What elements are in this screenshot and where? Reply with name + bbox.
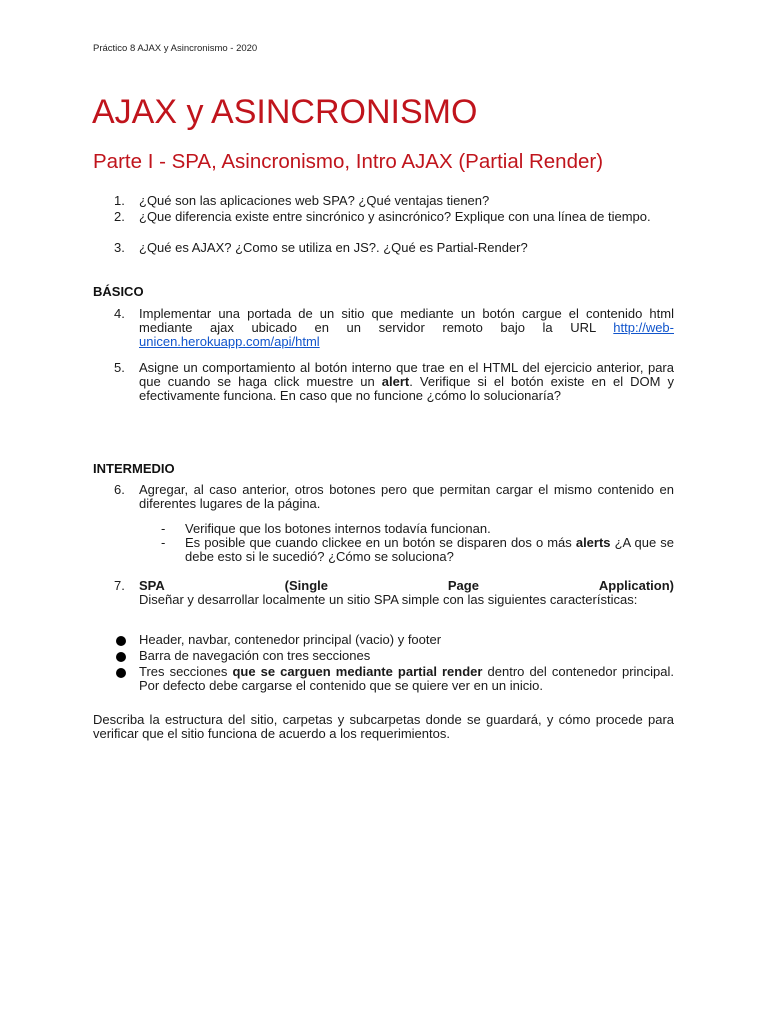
question-text: ¿Qué son las aplicaciones web SPA? ¿Qué ventajas tienen? (139, 193, 490, 208)
page-header-note: Práctico 8 AJAX y Asincronismo - 2020 (93, 43, 258, 54)
exercise-5-text-a: Asigne un comportamiento al botón interno que trae en el HTML del ejercicio anterior, para que cuando se haga click muestre un (139, 360, 674, 389)
subitem-text-b: ¿A que se debe esto si le sucedió? ¿Cómo se soluciona? (185, 535, 674, 564)
section-subtitle: Parte I - SPA, Asincronismo, Intro AJAX (Partial Render) (93, 150, 604, 173)
basic-heading: BÁSICO (93, 284, 144, 299)
subitem-text-a: Es posible que cuando clickee en un botón se disparen dos o más (185, 535, 576, 550)
dash-marker: - (161, 535, 166, 550)
exercise-text (139, 361, 674, 403)
exercise-text: Agregar, al caso anterior, otros botones pero que permitan cargar el mismo contenido en diferentes lugares de la página. (139, 482, 674, 511)
exercise-number: 4. (114, 306, 125, 321)
api-url-link[interactable]: http://web-unicen.herokuapp.com/api/html (139, 320, 674, 349)
exercise-text (139, 307, 674, 349)
bullet-text-a: Barra de navegación con tres secciones (139, 648, 371, 663)
spa-word: Page (447, 578, 479, 593)
subitem-text (185, 536, 674, 564)
bullet-dot-icon (116, 668, 126, 678)
exercise-number: 7. (114, 578, 125, 593)
exercise-number: 6. (114, 482, 125, 497)
closing-paragraph: Describa la estructura del sitio, carpetas y subcarpetas donde se guardará, y cómo procede para verificar que el sitio funciona de acuerdo a los requerimientos. (93, 712, 674, 741)
partial-render-keyword: que se carguen mediante partial render (232, 664, 483, 679)
bullet-text (139, 649, 674, 663)
intermediate-heading: INTERMEDIO (93, 461, 175, 476)
exercise-7-description: Diseñar y desarrollar localmente un sitio SPA simple con las siguientes características: (139, 592, 638, 607)
subitem-text (185, 522, 674, 536)
exercise-text (139, 579, 674, 607)
bullet-text (139, 665, 674, 693)
exercise-4-text: Implementar una portada de un sitio que mediante un botón cargue el contenido html mediante ajax ubicado en un servidor remoto bajo la URL (139, 306, 674, 335)
spa-heading (139, 579, 674, 593)
bullet-text-b: dentro del contenedor principal. Por defecto debe cargarse el contenido que se quiere ver en un inicio. (139, 664, 674, 693)
question-number: 3. (114, 240, 125, 255)
question-number: 2. (114, 209, 125, 224)
spa-word: (Single (284, 578, 328, 593)
bullet-dot-icon (116, 652, 126, 662)
alert-keyword: alert (381, 374, 410, 389)
question-text: ¿Que diferencia existe entre sincrónico y asincrónico? Explique con una línea de tiempo. (139, 209, 651, 224)
bullet-dot-icon (116, 636, 126, 646)
bullet-text-a: Header, navbar, contenedor principal (vacio) y footer (139, 632, 442, 647)
question-number: 1. (114, 193, 125, 208)
question-text: ¿Qué es AJAX? ¿Como se utiliza en JS?. ¿Qué es Partial-Render? (139, 240, 528, 255)
bullet-text (139, 633, 674, 647)
spa-word: Application) (598, 578, 674, 593)
subitem-text-a: Verifique que los botones internos todavía funcionan. (185, 521, 491, 536)
page-title: AJAX y ASINCRONISMO (92, 93, 478, 131)
bullet-text-a: Tres secciones (139, 664, 233, 679)
exercise-5-text-b: . Verifique si el botón existe en el DOM y efectivamente funciona. En caso que no funcione ¿cómo lo solucionaría? (139, 374, 675, 403)
alerts-keyword: alerts (575, 535, 611, 550)
spa-word: SPA (139, 578, 165, 593)
dash-marker: - (161, 521, 166, 536)
exercise-number: 5. (114, 360, 125, 375)
